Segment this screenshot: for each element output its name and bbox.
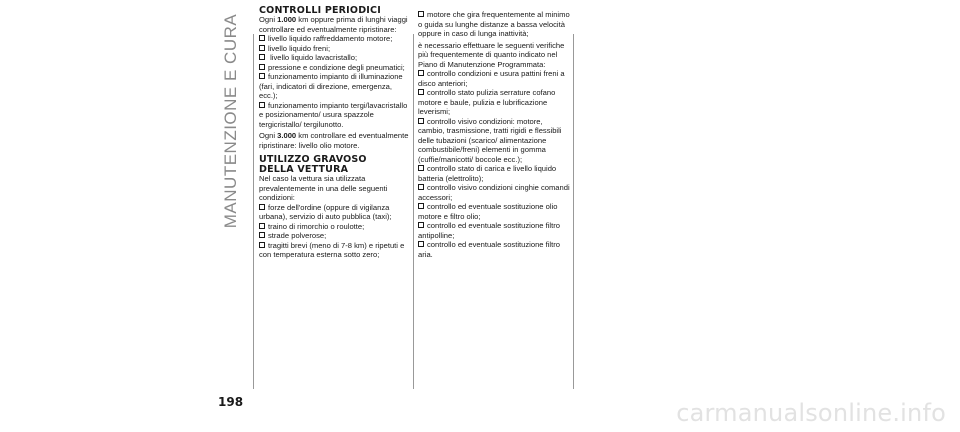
list-item-text: pressione e condizione degli pneumatici; xyxy=(268,62,405,72)
list-item-text: controllo ed eventuale sostituzione filtro aria. xyxy=(418,240,560,259)
list-item xyxy=(259,241,411,260)
paragraph-intro xyxy=(259,15,411,34)
list-item xyxy=(418,88,570,117)
checkbox-bullet-icon xyxy=(418,165,424,171)
section-side-title-text: MANUTENZIONE E CURA xyxy=(221,13,240,229)
text-column-right xyxy=(418,10,570,259)
heading-controlli-periodici: CONTROLLI PERIODICI xyxy=(259,5,381,16)
watermark: carmanualsonline.info xyxy=(676,399,946,427)
checkbox-bullet-icon xyxy=(418,184,424,190)
second-km-value: 3.000 xyxy=(277,131,297,141)
list-item xyxy=(259,72,411,101)
list-item-text: livello liquido lavacristallo; xyxy=(268,53,358,63)
checkbox-bullet-icon xyxy=(259,232,265,238)
checkbox-bullet-icon xyxy=(418,222,424,228)
column-divider-left xyxy=(253,34,254,389)
checkbox-bullet-icon xyxy=(418,203,424,209)
paragraph-verifiche: è necessario effettuare le seguenti verifiche più frequentemente di quanto indicato nel Piano di Manutenzione Programmata: xyxy=(418,40,565,69)
list-item xyxy=(418,202,570,221)
list-item-text: tragitti brevi (meno di 7-8 km) e ripetuti e con temperatura esterna sotto zero; xyxy=(259,240,405,260)
checkbox-bullet-icon xyxy=(259,54,265,60)
column-divider-middle xyxy=(413,34,414,389)
list-item xyxy=(259,34,411,44)
paragraph-3000km xyxy=(259,131,411,150)
checkbox-bullet-icon xyxy=(259,73,265,79)
checkbox-bullet-icon xyxy=(418,118,424,124)
second-rest: km controllare ed eventualmente ripristinare: livello olio motore. xyxy=(259,131,409,150)
checkbox-bullet-icon xyxy=(259,223,265,229)
paragraph-conditions-intro: Nel caso la vettura sia utilizzata prevalentemente in una delle seguenti condizioni: xyxy=(259,174,388,203)
list-item-text: controllo stato pulizia serrature cofano motore e baule, pulizia e lubrificazione leverismi; xyxy=(418,88,556,116)
list-item-text: controllo ed eventuale sostituzione filtro antipolline; xyxy=(418,221,560,240)
checkbox-bullet-icon xyxy=(418,89,424,95)
checkbox-bullet-icon xyxy=(259,45,265,51)
list-item-text: livello liquido raffreddamento motore; xyxy=(268,34,393,44)
list-item xyxy=(418,69,570,88)
list-item-text: controllo condizioni e usura pattini freni a disco anteriori; xyxy=(418,69,565,88)
checkbox-bullet-icon xyxy=(418,241,424,247)
list-item-text: forze dell'ordine (oppure di vigilanza urbana), servizio di auto pubblica (taxi); xyxy=(259,202,392,222)
second-prefix: Ogni xyxy=(259,131,278,141)
checkbox-bullet-icon xyxy=(259,242,265,248)
text-column-left xyxy=(259,6,411,260)
intro-prefix: Ogni xyxy=(259,15,278,25)
checkbox-bullet-icon xyxy=(259,102,265,108)
checkbox-bullet-icon xyxy=(259,64,265,70)
checkbox-bullet-icon xyxy=(259,204,265,210)
list-item-text: livello liquido freni; xyxy=(268,43,331,53)
checkbox-bullet-icon xyxy=(418,11,424,17)
list-item-text: traino di rimorchio o roulotte; xyxy=(268,221,365,231)
list-item xyxy=(259,101,411,130)
list-item xyxy=(418,240,570,259)
list-item xyxy=(259,203,411,222)
list-item xyxy=(418,117,570,165)
section-side-title xyxy=(214,13,248,229)
list-item-text: funzionamento impianto di illuminazione (fari, indicatori di direzione, emergenza, ecc.); xyxy=(259,72,403,101)
list-item xyxy=(418,221,570,240)
list-item-text: controllo visivo condizioni: motore, cambio, trasmissione, tratti rigidi e flessibili delle tubazioni (scarico/ alimentazione combustibile/freni) elementi in gomma (cuffie/manicotti/ boccole ecc.); xyxy=(418,116,562,164)
list-item xyxy=(259,63,411,73)
list-item xyxy=(259,53,411,63)
list-item xyxy=(418,164,570,183)
list-item-text: controllo visivo condizioni cinghie comandi accessori; xyxy=(418,183,570,202)
page-number: 198 xyxy=(218,395,244,409)
list-item-text: controllo ed eventuale sostituzione olio motore e filtro olio; xyxy=(418,202,558,221)
checkbox-bullet-icon xyxy=(259,35,265,41)
list-item-text: strade polverose; xyxy=(268,231,327,241)
list-item-text: funzionamento impianto tergi/lavacristallo e posizionamento/ usura spazzole tergicristallo/ tergilunotto. xyxy=(259,100,408,129)
heading-line-2: DELLA VETTURA xyxy=(259,163,349,175)
list-item xyxy=(259,231,411,241)
intro-rest: km oppure prima di lunghi viaggi controllare ed eventualmente ripristinare: xyxy=(259,15,408,34)
heading-utilizzo-gravoso xyxy=(259,155,411,174)
column-divider-right xyxy=(573,34,574,389)
intro-km-value: 1.000 xyxy=(277,15,297,25)
checkbox-bullet-icon xyxy=(418,70,424,76)
list-item-text: controllo stato di carica e livello liquido batteria (elettrolito); xyxy=(418,164,557,183)
list-item xyxy=(418,183,570,202)
list-item xyxy=(259,44,411,54)
list-item-text: motore che gira frequentemente al minimo o guida su lunghe distanze a bassa velocità oppure in caso di lunga inattività; xyxy=(418,10,570,38)
list-item xyxy=(259,222,411,232)
list-item xyxy=(418,10,570,39)
heading-line-1: UTILIZZO GRAVOSO xyxy=(259,154,367,166)
